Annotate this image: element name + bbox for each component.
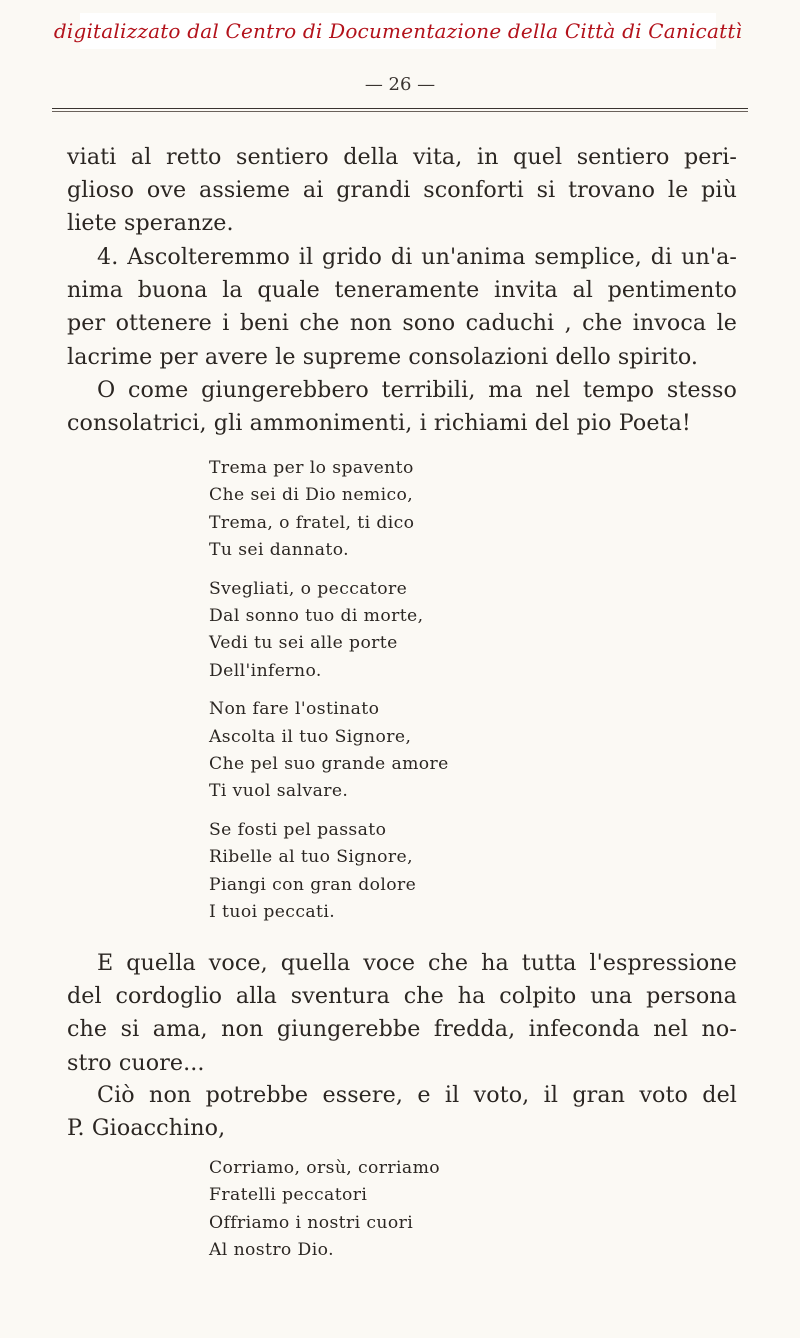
paragraph-vow	[67, 1079, 737, 1145]
verse-line: Ribelle al tuo Signore,	[209, 847, 413, 868]
header-rule	[52, 108, 748, 109]
page-number: — 26 —	[364, 74, 436, 95]
verse-line: Piangi con gran dolore	[209, 874, 417, 895]
verse-line: Che sei di Dio nemico,	[209, 485, 414, 506]
text-line: O come giungerebbero terribili, ma nel tempo stesso	[97, 377, 737, 403]
text-line: P. Gioacchino,	[67, 1115, 226, 1142]
poem-quotation	[209, 455, 569, 938]
text-line: per ottenere i beni che non sono caduchi , che invoca le	[67, 310, 737, 337]
verse-line: Non fare l'ostinato	[209, 699, 380, 720]
text-line: E quella voce, quella voce che ha tutta l'espressione	[97, 950, 737, 976]
poem-closing	[209, 1155, 569, 1276]
verse-line: Trema, o fratel, ti dico	[209, 512, 415, 533]
poem-stanza	[209, 1155, 569, 1265]
text-line: viati al retto sentiero della vita, in quel sentiero peri-	[67, 144, 737, 170]
verse-line: Fratelli peccatori	[209, 1185, 368, 1206]
verse-line: Tu sei dannato.	[209, 540, 350, 561]
verse-line: Trema per lo spavento	[209, 458, 414, 478]
paragraph-poet-warnings	[67, 374, 737, 440]
text-line: glioso ove assieme ai grandi sconforti si trovano le più	[67, 177, 737, 204]
text-line: consolatrici, gli ammonimenti, i richiami del pio Poeta!	[67, 410, 691, 437]
text-line: lacrime per avere le supreme consolazioni dello spirito.	[67, 343, 699, 370]
verse-line: Dell'inferno.	[209, 660, 322, 681]
text-line: 4. Ascolteremmo il grido di un'anima semplice, di un'a-	[97, 244, 737, 270]
verse-line: Ti vuol salvare.	[209, 781, 349, 802]
paragraph-continuation	[67, 141, 737, 241]
verse-line: Svegliati, o peccatore	[209, 578, 408, 599]
paragraph-section-4	[67, 241, 737, 374]
verse-line: Che pel suo grande amore	[209, 754, 449, 775]
digitization-watermark: digitalizzato dal Centro di Documentazione della Città di Canicattì	[80, 13, 716, 49]
poem-stanza	[209, 576, 569, 686]
text-line: Ciò non potrebbe essere, e il voto, il gran voto del	[97, 1082, 737, 1108]
verse-line: Ascolta il tuo Signore,	[209, 726, 412, 747]
text-line: che si ama, non giungerebbe fredda, infeconda nel no-	[67, 1016, 737, 1043]
verse-line: Se fosti pel passato	[209, 819, 387, 840]
text-line: liete speranze.	[67, 210, 234, 237]
text-line: stro cuore...	[67, 1049, 205, 1076]
verse-line: Dal sonno tuo di morte,	[209, 606, 424, 627]
text-line: nima buona la quale teneramente invita al pentimento	[67, 277, 737, 304]
verse-line: Corriamo, orsù, corriamo	[209, 1158, 441, 1178]
poem-stanza	[209, 455, 569, 565]
poem-stanza	[209, 696, 569, 806]
verse-line: Vedi tu sei alle porte	[209, 633, 398, 654]
text-line: del cordoglio alla sventura che ha colpito una persona	[67, 983, 737, 1010]
verse-line: I tuoi peccati.	[209, 902, 336, 923]
paragraph-voice	[67, 947, 737, 1080]
header-rule-thin	[52, 111, 748, 112]
verse-line: Offriamo i nostri cuori	[209, 1212, 414, 1233]
verse-line: Al nostro Dio.	[209, 1240, 334, 1261]
poem-stanza	[209, 817, 569, 927]
